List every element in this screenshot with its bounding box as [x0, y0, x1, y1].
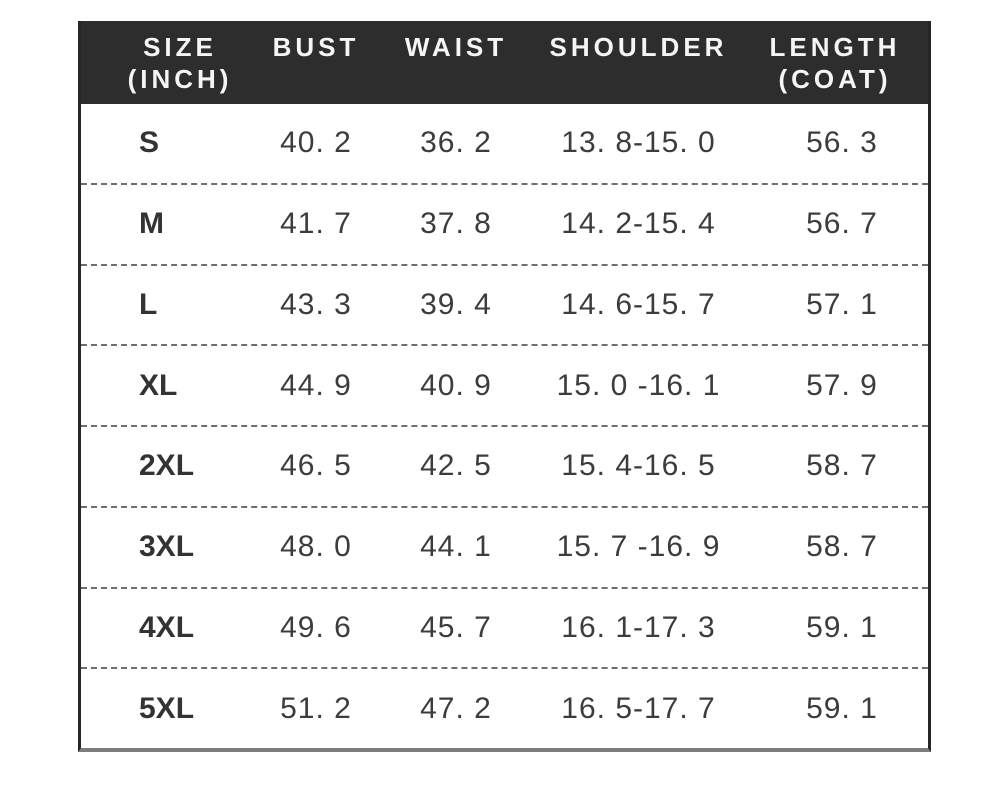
shoulder-cell: 13. 8-15. 0	[561, 126, 716, 160]
header-label-waist: WAIST	[404, 32, 508, 62]
bust-cell: 48. 0	[280, 530, 352, 564]
length-cell: 56. 3	[806, 126, 878, 160]
size-cell: XL	[139, 368, 178, 402]
size-cell: 3XL	[139, 530, 195, 564]
length-cell: 58. 7	[806, 530, 878, 564]
waist-cell: 44. 1	[420, 530, 492, 564]
header-label-shoulder: SHOULDER	[549, 32, 728, 62]
length-cell: 58. 7	[806, 449, 878, 483]
bust-cell: 43. 3	[280, 287, 352, 321]
header-cell-waist	[391, 21, 521, 104]
shoulder-cell: 16. 5-17. 7	[561, 691, 716, 725]
bust-cell: 40. 2	[280, 126, 352, 160]
waist-cell: 37. 8	[420, 207, 492, 241]
size-cell: 4XL	[139, 610, 195, 644]
header-sublabel-length-coat: (COAT)	[778, 64, 892, 94]
size-table-body	[81, 104, 928, 748]
shoulder-cell: 15. 0 -16. 1	[556, 368, 721, 402]
waist-cell: 36. 2	[420, 126, 492, 160]
header-cell-shoulder	[521, 21, 756, 104]
header-sublabel-size-unit: (INCH)	[127, 64, 233, 94]
shoulder-cell: 15. 7 -16. 9	[556, 530, 721, 564]
header-label-size: SIZE	[143, 32, 217, 62]
bust-cell: 41. 7	[280, 207, 352, 241]
size-cell: 5XL	[139, 691, 195, 725]
table-row-xl	[81, 346, 928, 427]
waist-cell: 39. 4	[420, 287, 492, 321]
length-cell: 56. 7	[806, 207, 878, 241]
bust-cell: 46. 5	[280, 449, 352, 483]
size-cell: M	[139, 207, 164, 241]
bust-cell: 51. 2	[280, 691, 352, 725]
waist-cell: 42. 5	[420, 449, 492, 483]
shoulder-cell: 14. 2-15. 4	[561, 207, 716, 241]
length-cell: 57. 1	[806, 287, 878, 321]
header-label-bust: BUST	[272, 32, 360, 62]
size-table	[78, 21, 931, 752]
waist-cell: 47. 2	[420, 691, 492, 725]
size-cell: 2XL	[139, 449, 195, 483]
waist-cell: 40. 9	[420, 368, 492, 402]
size-cell: L	[139, 287, 158, 321]
length-cell: 59. 1	[806, 691, 878, 725]
header-cell-bust	[241, 21, 391, 104]
table-row-2xl	[81, 427, 928, 508]
header-cell-length	[756, 21, 928, 104]
waist-cell: 45. 7	[420, 610, 492, 644]
bust-cell: 44. 9	[280, 368, 352, 402]
table-row-4xl	[81, 589, 928, 670]
shoulder-cell: 16. 1-17. 3	[561, 610, 716, 644]
table-row-3xl	[81, 508, 928, 589]
table-row-l	[81, 266, 928, 347]
table-row-s	[81, 104, 928, 185]
shoulder-cell: 15. 4-16. 5	[561, 449, 716, 483]
bust-cell: 49. 6	[280, 610, 352, 644]
length-cell: 57. 9	[806, 368, 878, 402]
size-table-header	[81, 21, 928, 104]
size-cell: S	[139, 126, 160, 160]
shoulder-cell: 14. 6-15. 7	[561, 287, 716, 321]
header-cell-size	[81, 21, 241, 104]
header-label-length: LENGTH	[769, 32, 901, 62]
table-row-5xl	[81, 669, 928, 748]
length-cell: 59. 1	[806, 610, 878, 644]
table-row-m	[81, 185, 928, 266]
